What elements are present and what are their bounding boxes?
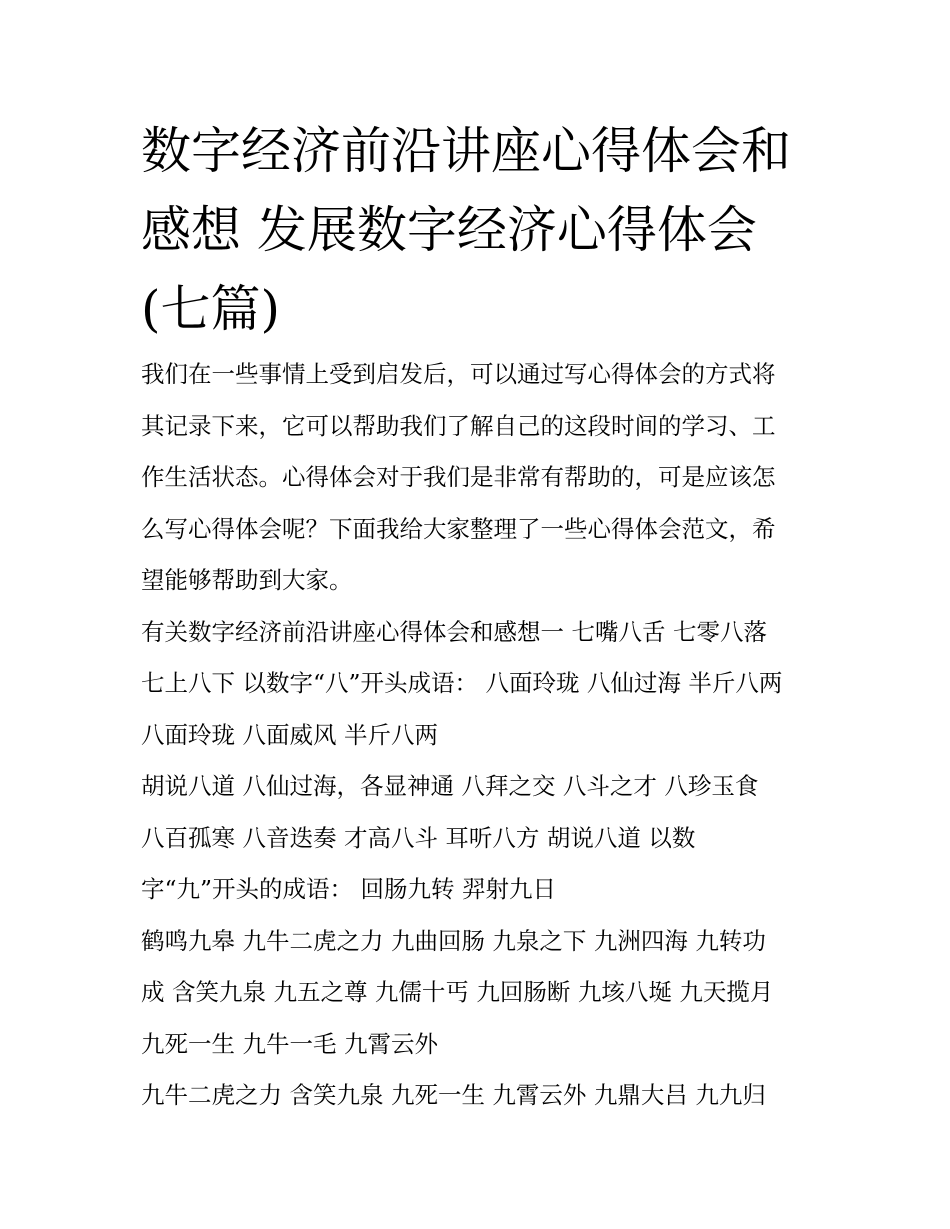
text-line: 作生活状态。心得体会对于我们是非常有帮助的，可是应该怎 — [141, 463, 776, 491]
text-line: 八面玲珑 八面威风 半斤八两 — [141, 720, 438, 749]
text-line: 成 含笑九泉 九五之尊 九儒十丐 九回肠断 九垓八埏 九天揽月 — [141, 978, 774, 1006]
text-line: 七上八下 以数字“八”开头成语： 八面玲珑 八仙过海 半斤八两 — [141, 669, 783, 697]
body-paragraph — [141, 607, 813, 762]
text-line: 其记录下来，它可以帮助我们了解自己的这段时间的学习、工 — [141, 411, 776, 440]
text-line: 八百孤寒 八音迭奏 才高八斗 耳听八方 胡说八道 以数 — [141, 823, 696, 852]
body-paragraph — [141, 761, 813, 916]
text-line: 九死一生 九牛一毛 九霄云外 — [141, 1029, 438, 1058]
text-line: 胡说八道 八仙过海，各显神通 八拜之交 八斗之才 八珍玉食 — [141, 772, 759, 800]
document-body — [141, 349, 813, 1122]
document-page — [141, 112, 813, 1122]
text-line: 望能够帮助到大家。 — [141, 566, 353, 594]
text-line: 我们在一些事情上受到启发后，可以通过写心得体会的方式将 — [141, 360, 776, 388]
title-line: 数字经济前沿讲座心得体会和 — [141, 122, 791, 180]
text-line: 么写心得体会呢？下面我给大家整理了一些心得体会范文，希 — [141, 514, 776, 543]
title-line: (七篇) — [141, 280, 281, 338]
text-line: 有关数字经济前沿讲座心得体会和感想一 七嘴八舌 七零八落 — [141, 617, 767, 646]
text-line: 鹤鸣九皋 九牛二虎之力 九曲回肠 九泉之下 九洲四海 九转功 — [141, 926, 766, 955]
intro-paragraph — [141, 349, 813, 607]
text-line: 九牛二虎之力 含笑九泉 九死一生 九霄云外 九鼎大吕 九九归 — [141, 1081, 766, 1109]
text-line: 字“九”开头的成语： 回肠九转 羿射九日 — [141, 875, 556, 903]
body-paragraph — [141, 916, 813, 1071]
body-paragraph — [141, 1070, 813, 1122]
document-title — [141, 112, 813, 349]
title-line: 感想 发展数字经济心得体会 — [141, 201, 757, 259]
